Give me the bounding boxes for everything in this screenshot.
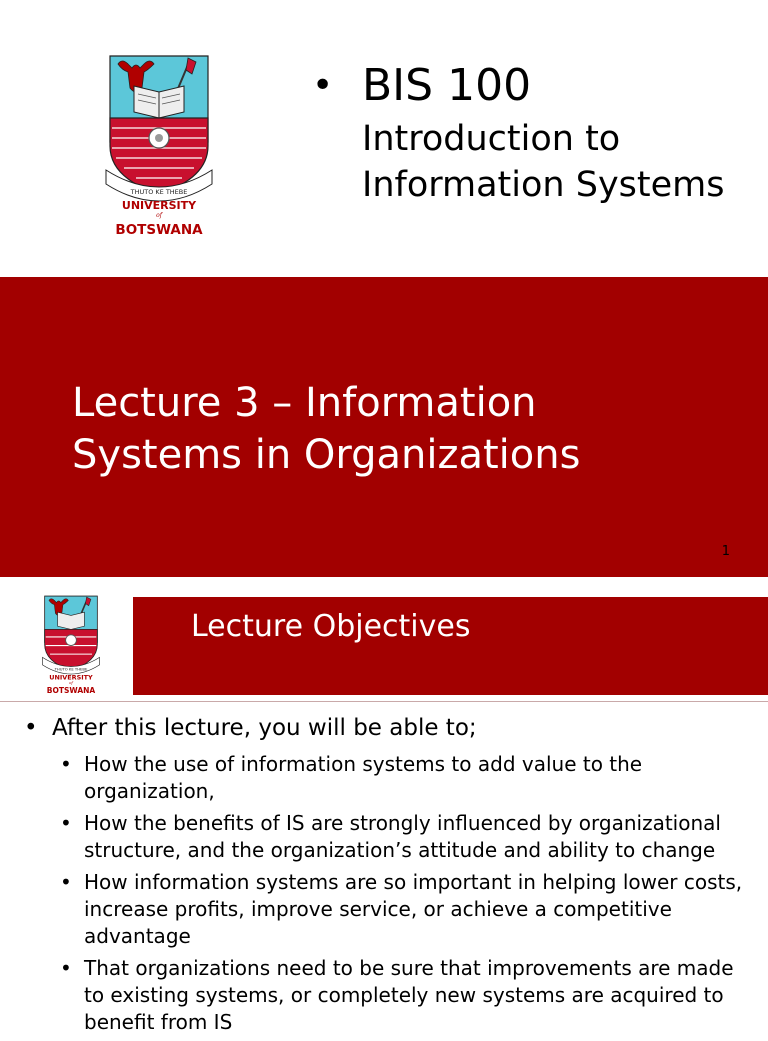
- objectives-intro-text: After this lecture, you will be able to;: [52, 715, 477, 741]
- svg-text:THUTO KE THEBE: THUTO KE THEBE: [54, 667, 88, 672]
- university-crest-logo: [104, 54, 214, 240]
- university-crest-logo-small: [40, 595, 102, 695]
- course-heading: [312, 58, 752, 208]
- objectives-slide: [0, 577, 768, 1034]
- bullet-icon: •: [60, 752, 72, 776]
- objectives-heading-band: [133, 597, 768, 695]
- bullet-icon: •: [60, 870, 72, 894]
- list-item-text: How the use of information systems to add value to the organization,: [84, 752, 643, 803]
- list-item-text: That organizations need to be sure that improvements are made to existing systems, or completely new systems are acquired to benefit from IS: [84, 956, 734, 1034]
- svg-text:of: of: [156, 212, 162, 219]
- lecture-title: Lecture 3 – Information Systems in Organizations: [72, 380, 581, 478]
- svg-text:UNIVERSITY: UNIVERSITY: [121, 199, 197, 212]
- divider: [0, 701, 768, 702]
- lecture-title-band: [0, 277, 768, 577]
- svg-text:BOTSWANA: BOTSWANA: [46, 685, 96, 695]
- list-item: [60, 810, 754, 864]
- svg-text:UNIVERSITY: UNIVERSITY: [49, 673, 93, 682]
- course-code: [312, 58, 752, 114]
- objectives-heading: Lecture Objectives: [191, 609, 471, 644]
- slide-number: 1: [721, 544, 730, 559]
- objectives-intro: [24, 711, 754, 745]
- objectives-list: [24, 711, 754, 1041]
- list-item-text: How information systems are so important in helping lower costs, increase profits, improve service, or achieve a competitive advantage: [84, 870, 743, 948]
- bullet-icon: •: [60, 956, 72, 980]
- bullet-icon: •: [60, 811, 72, 835]
- list-item: [60, 869, 754, 950]
- course-code-text: BIS 100: [362, 60, 532, 111]
- list-item-text: How the benefits of IS are strongly influenced by organizational structure, and the organization’s attitude and ability to change: [84, 811, 721, 862]
- svg-text:THUTO KE THEBE: THUTO KE THEBE: [130, 188, 188, 196]
- bullet-icon: •: [24, 715, 38, 741]
- svg-text:of: of: [69, 681, 73, 686]
- bullet-icon: •: [312, 65, 334, 106]
- objectives-items: [24, 751, 754, 1036]
- svg-text:BOTSWANA: BOTSWANA: [115, 222, 203, 238]
- gear-icon: [149, 128, 169, 148]
- course-name: Introduction to Information Systems: [362, 119, 725, 205]
- list-item: [60, 751, 754, 805]
